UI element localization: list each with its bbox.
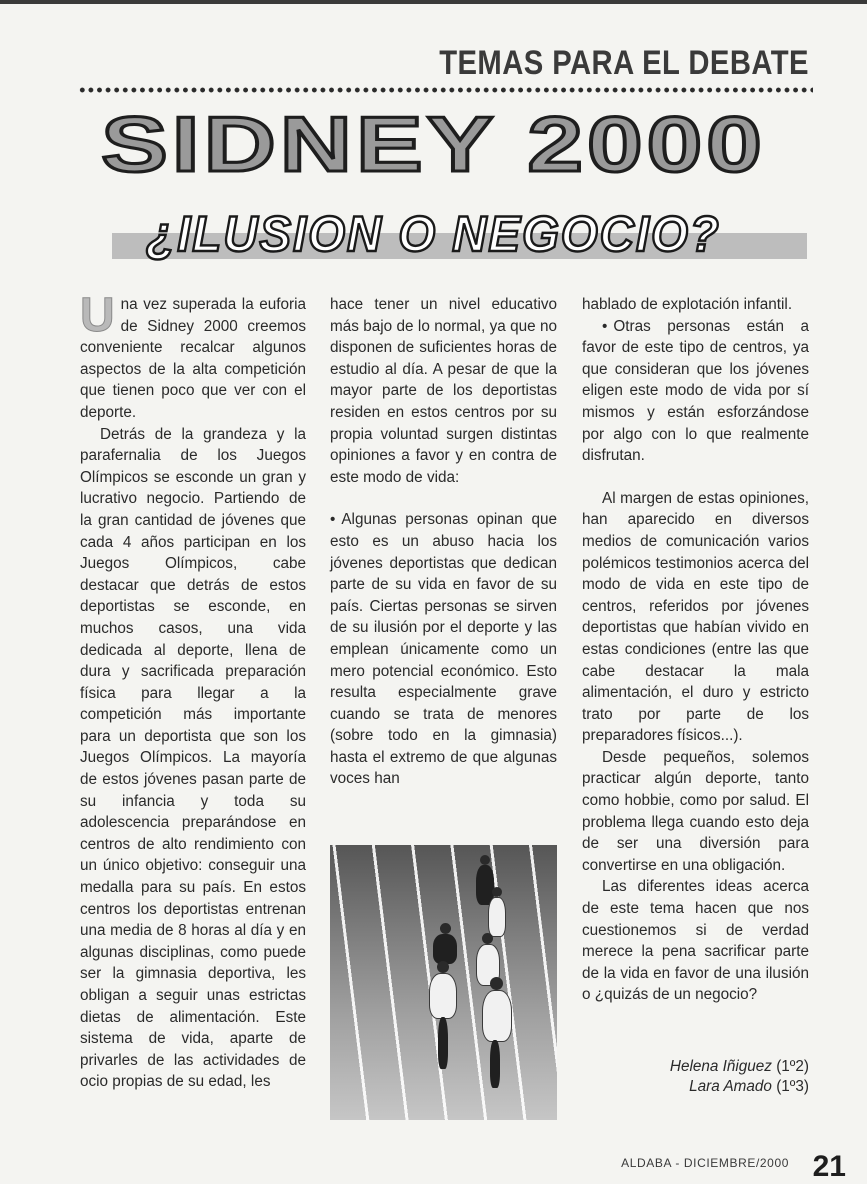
author-line: Lara Amado (1º3) bbox=[689, 1078, 809, 1095]
paragraph: hablado de explotación infantil. bbox=[582, 296, 793, 313]
magazine-footer: ALDABA - DICIEMBRE/2000 bbox=[621, 1156, 789, 1170]
drop-cap: U bbox=[80, 289, 115, 342]
article-column-1 bbox=[80, 289, 306, 1093]
subtitle: ¿ILUSION O NEGOCIO? bbox=[146, 206, 721, 262]
main-title: SIDNEY 2000 bbox=[101, 100, 766, 189]
paragraph: Desde pequeños, solemos practicar algún deporte, tanto como hobbie, como por salud. El problema llega cuando esto deja de ser una diversión para convertirse en una obligación. bbox=[582, 748, 809, 874]
top-rule bbox=[0, 0, 867, 4]
paragraph: Una vez superada la euforia de Sidney 2000 creemos conveniente recalcar algunos aspectos de la alta competición que tienen poco que ver con el deporte. bbox=[80, 289, 306, 421]
section-title: TEMAS PARA EL DEBATE bbox=[439, 44, 809, 82]
article-column-2 bbox=[330, 294, 557, 790]
author-line: Helena Iñiguez (1º2) bbox=[669, 1058, 809, 1075]
paragraph: Las diferentes ideas acerca de este tema hacen que nos cuestionemos si de verdad merece la pena sacrificar parte de la vida en favor de una ilusión o ¿quizás de un negocio? bbox=[582, 878, 809, 1004]
runners-photo bbox=[330, 845, 557, 1120]
author-signatures bbox=[670, 1057, 809, 1097]
article-column-3 bbox=[582, 294, 809, 1006]
bullet-paragraph: • Otras personas están a favor de este tipo de centros, ya que consideran que los jóvenes eligen este modo de vida por sí mismos y están esforzándose por algo con lo que realmente disfrutan. bbox=[582, 317, 809, 465]
bullet-icon: • bbox=[330, 511, 336, 529]
paragraph: hace tener un nivel educativo más bajo de lo normal, ya que no disponen de suficientes horas de estudio al día. A pesar de que la mayor parte de los deportistas residen en estos centros por su propia voluntad surgen distintas opiniones a favor y en contra de este modo de vida: bbox=[330, 296, 557, 486]
paragraph: Detrás de la grandeza y la parafernalia de los Juegos Olímpicos se esconde un gran y lucrativo negocio. Partiendo de la gran cantidad de jóvenes que cada 4 años participan en los Juegos Olímpicos, cabe destacar que detrás de estos deportistas se esconde, en muchos casos, una vida dedicada al deporte, llena de dura y sacrificada preparación física para llegar a la competición más importante para un deportista que son los Juegos Olímpicos. La mayoría de estos jóvenes pasan parte de su infancia y toda su adolescencia preparándose en centros de alto rendimiento con un único objetivo: conseguir una medalla para su país. En estos centros los deportistas entrenan una media de 8 horas al día y en algunas disciplinas, como puede ser la gimnasia deportiva, les obligan a seguir unas estrictas dietas de alimentación. Este sistema de vida, aparte de privarles de las actividades de ocio propias de su edad, les bbox=[80, 425, 306, 1091]
paragraph: Al margen de estas opiniones, han aparecido en diversos medios de comunicación varios polémicos testimonios acerca del modo de vida en este tipo de centros, referidos por jóvenes deportistas que habían vivido en estas condiciones (entre las que cabe destacar la mala alimentación, el duro y estricto trato por parte de los preparadores físicos...). bbox=[582, 489, 809, 745]
page-number: 21 bbox=[812, 1150, 846, 1183]
bullet-icon: • bbox=[602, 317, 608, 335]
bullet-paragraph: • Algunas personas opinan que esto es un abuso hacia los jóvenes deportistas que dedican parte de su vida en favor de su país. Ciertas personas se sirven de su ilusión por el deporte y las emplean únicamente como un mero potencial económico. Esto resulta especialmente grave cuando se trata de menores (sobre todo en la gimnasia) hasta el extremo de que algunas voces han bbox=[330, 511, 557, 788]
dotted-divider bbox=[78, 86, 813, 94]
